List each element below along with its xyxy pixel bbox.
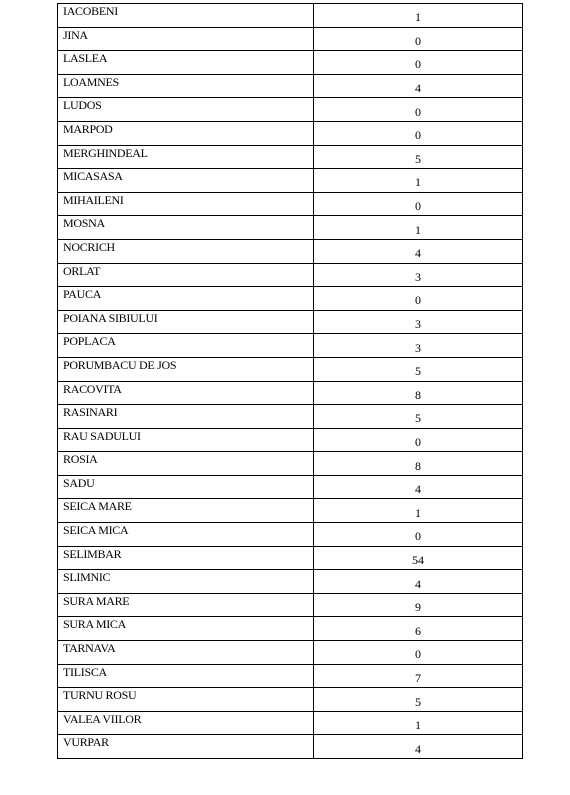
table-row [58, 121, 523, 145]
table-row [58, 239, 523, 263]
count-value-cell: 8 [314, 381, 523, 405]
count-value-cell: 4 [314, 735, 523, 759]
locality-name-cell: LASLEA [58, 51, 314, 75]
table-row [58, 216, 523, 240]
count-value-cell: 1 [314, 4, 523, 28]
table-body [58, 4, 523, 759]
table-row [58, 145, 523, 169]
table-row [58, 428, 523, 452]
locality-name-cell: SELIMBAR [58, 546, 314, 570]
locality-name-cell: SLIMNIC [58, 570, 314, 594]
locality-name-cell: JINA [58, 27, 314, 51]
count-value-cell: 3 [314, 334, 523, 358]
count-value-cell: 0 [314, 27, 523, 51]
locality-name-cell: ROSIA [58, 452, 314, 476]
locality-name-cell: MERGHINDEAL [58, 145, 314, 169]
locality-name-cell: VALEA VIILOR [58, 711, 314, 735]
locality-name-cell: IACOBENI [58, 4, 314, 28]
count-value-cell: 4 [314, 570, 523, 594]
locality-name-cell: POPLACA [58, 334, 314, 358]
table-row [58, 523, 523, 547]
count-value-cell: 1 [314, 169, 523, 193]
count-value-cell: 54 [314, 546, 523, 570]
table-row [58, 287, 523, 311]
locality-name-cell: ORLAT [58, 263, 314, 287]
count-value-cell: 6 [314, 617, 523, 641]
table-row [58, 570, 523, 594]
table-row [58, 27, 523, 51]
table-row [58, 664, 523, 688]
locality-name-cell: LOAMNES [58, 74, 314, 98]
count-value-cell: 5 [314, 688, 523, 712]
count-value-cell: 1 [314, 499, 523, 523]
locality-name-cell: LUDOS [58, 98, 314, 122]
locality-name-cell: TURNU ROSU [58, 688, 314, 712]
locality-name-cell: PORUMBACU DE JOS [58, 357, 314, 381]
locality-name-cell: SURA MICA [58, 617, 314, 641]
table-row [58, 641, 523, 665]
locality-name-cell: NOCRICH [58, 239, 314, 263]
count-value-cell: 0 [314, 523, 523, 547]
table-row [58, 452, 523, 476]
count-value-cell: 0 [314, 641, 523, 665]
locality-name-cell: MOSNA [58, 216, 314, 240]
count-value-cell: 8 [314, 452, 523, 476]
locality-name-cell: PAUCA [58, 287, 314, 311]
locality-name-cell: SEICA MICA [58, 523, 314, 547]
count-value-cell: 0 [314, 428, 523, 452]
table-row [58, 334, 523, 358]
locality-name-cell: SURA MARE [58, 593, 314, 617]
locality-name-cell: RACOVITA [58, 381, 314, 405]
count-value-cell: 1 [314, 216, 523, 240]
locality-name-cell: MARPOD [58, 121, 314, 145]
table-row [58, 735, 523, 759]
localities-table [57, 3, 523, 759]
table-row [58, 617, 523, 641]
count-value-cell: 0 [314, 51, 523, 75]
count-value-cell: 4 [314, 239, 523, 263]
locality-name-cell: RAU SADULUI [58, 428, 314, 452]
count-value-cell: 5 [314, 405, 523, 429]
table-row [58, 381, 523, 405]
table-row [58, 51, 523, 75]
locality-name-cell: SADU [58, 475, 314, 499]
locality-name-cell: TARNAVA [58, 641, 314, 665]
table-row [58, 98, 523, 122]
count-value-cell: 5 [314, 145, 523, 169]
table-row [58, 169, 523, 193]
count-value-cell: 5 [314, 357, 523, 381]
count-value-cell: 4 [314, 74, 523, 98]
table-row [58, 357, 523, 381]
table-row [58, 546, 523, 570]
locality-name-cell: TILISCA [58, 664, 314, 688]
table-row [58, 688, 523, 712]
locality-name-cell: VURPAR [58, 735, 314, 759]
count-value-cell: 0 [314, 98, 523, 122]
table-row [58, 475, 523, 499]
locality-name-cell: RASINARI [58, 405, 314, 429]
table-row [58, 405, 523, 429]
locality-name-cell: MIHAILENI [58, 192, 314, 216]
count-value-cell: 1 [314, 711, 523, 735]
count-value-cell: 3 [314, 310, 523, 334]
table-row [58, 192, 523, 216]
table-row [58, 593, 523, 617]
table-row [58, 310, 523, 334]
count-value-cell: 9 [314, 593, 523, 617]
count-value-cell: 3 [314, 263, 523, 287]
table-row [58, 711, 523, 735]
count-value-cell: 7 [314, 664, 523, 688]
table-row [58, 263, 523, 287]
locality-name-cell: MICASASA [58, 169, 314, 193]
locality-name-cell: POIANA SIBIULUI [58, 310, 314, 334]
count-value-cell: 0 [314, 192, 523, 216]
table-row [58, 74, 523, 98]
count-value-cell: 4 [314, 475, 523, 499]
table-row [58, 4, 523, 28]
count-value-cell: 0 [314, 287, 523, 311]
locality-name-cell: SEICA MARE [58, 499, 314, 523]
count-value-cell: 0 [314, 121, 523, 145]
table-row [58, 499, 523, 523]
